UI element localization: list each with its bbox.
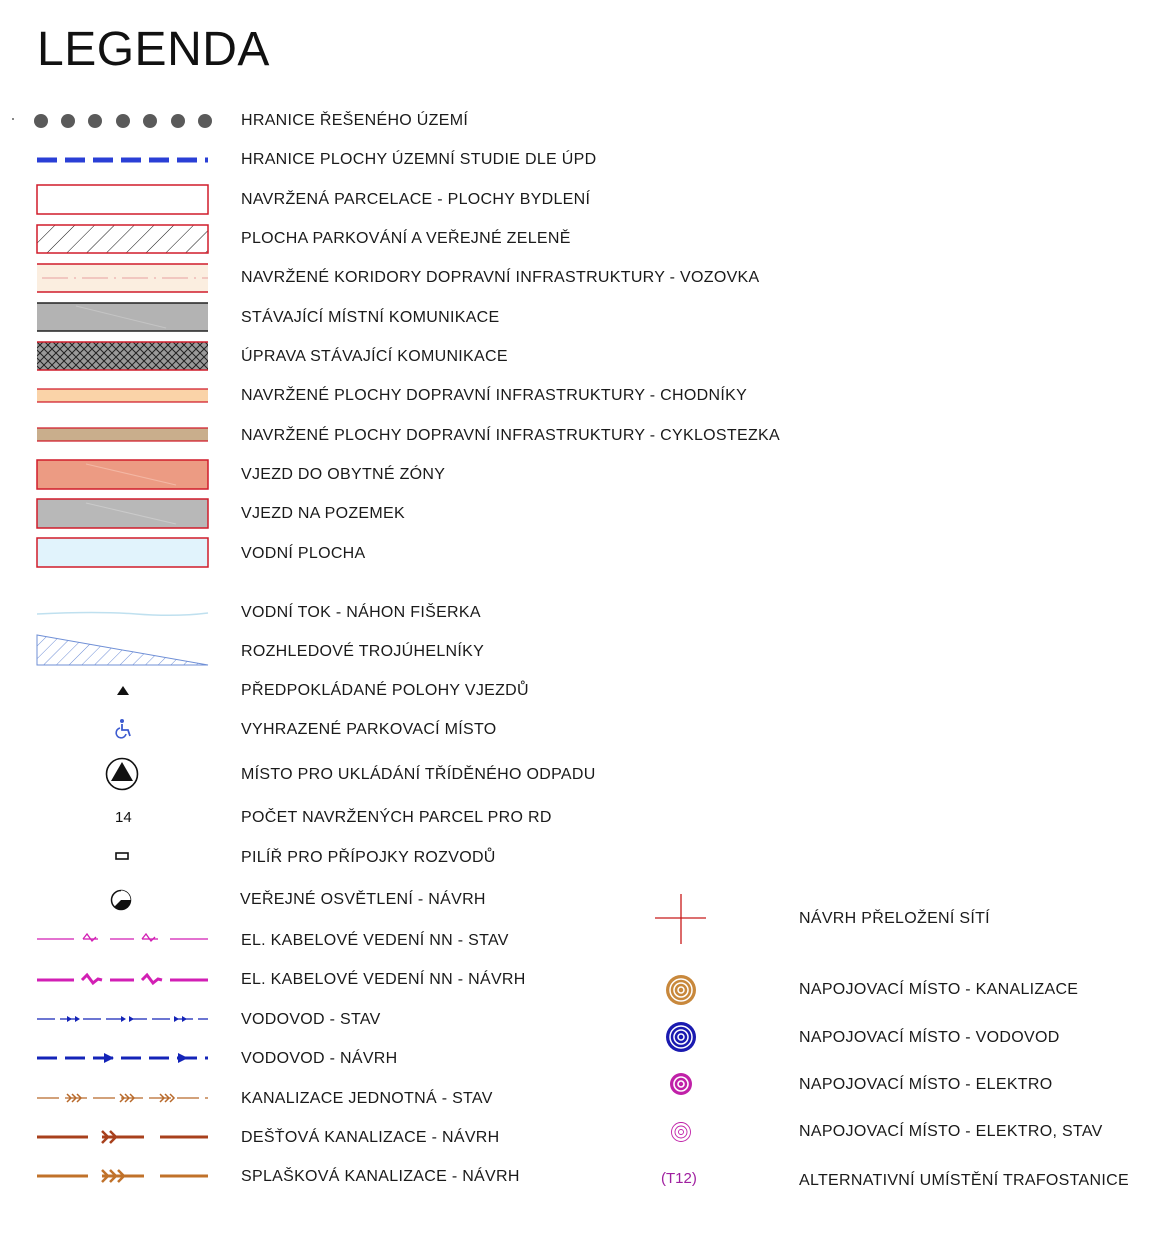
label-vodni-plocha: VODNÍ PLOCHA bbox=[241, 545, 366, 562]
existing-road-symbol bbox=[36, 302, 210, 333]
road-corridor-symbol bbox=[36, 263, 210, 294]
combined-sewer-existing-symbol bbox=[36, 1091, 210, 1105]
label-nn-navrh: EL. KABELOVÉ VEDENÍ NN - NÁVRH bbox=[241, 971, 526, 988]
sidewalk-symbol bbox=[36, 388, 210, 404]
label-plocha-parkovani: PLOCHA PARKOVÁNÍ A VEŘEJNÉ ZELENĚ bbox=[241, 230, 571, 247]
label-cyklostezka: NAVRŽENÉ PLOCHY DOPRAVNÍ INFRASTRUKTURY - CYKLOSTEZKA bbox=[241, 427, 780, 444]
legend-title: LEGENDA bbox=[37, 23, 270, 76]
entry-position-triangle-icon bbox=[116, 685, 130, 697]
storm-sewer-proposed-symbol bbox=[36, 1128, 210, 1146]
label-napojeni-vodovod: NAPOJOVACÍ MÍSTO - VODOVOD bbox=[799, 1029, 1060, 1046]
label-rozhledove-trojuhelniky: ROZHLEDOVÉ TROJÚHELNÍKY bbox=[241, 643, 485, 660]
parcel-outline-symbol bbox=[36, 184, 210, 216]
label-vjezd-pozemek: VJEZD NA POZEMEK bbox=[241, 505, 405, 522]
label-trafostanice: ALTERNATIVNÍ UMÍSTĚNÍ TRAFOSTANICE bbox=[799, 1172, 1129, 1189]
network-relocation-cross-icon bbox=[654, 893, 708, 945]
label-koridory-vozovka: NAVRŽENÉ KORIDORY DOPRAVNÍ INFRASTRUKTURY - VOZOVKA bbox=[241, 269, 760, 286]
label-uprava-komunikace: ÚPRAVA STÁVAJÍCÍ KOMUNIKACE bbox=[241, 348, 508, 365]
label-splaskova-kanalizace: SPLAŠKOVÁ KANALIZACE - NÁVRH bbox=[241, 1168, 520, 1185]
transformer-station-code: (T12) bbox=[661, 1170, 697, 1187]
label-hranice-plochy-studie: HRANICE PLOCHY ÚZEMNÍ STUDIE DLE ÚPD bbox=[241, 151, 597, 168]
label-nn-stav: EL. KABELOVÉ VEDENÍ NN - STAV bbox=[241, 932, 509, 949]
label-stavajici-komunikace: STÁVAJÍCÍ MÍSTNÍ KOMUNIKACE bbox=[241, 309, 500, 326]
label-kanalizace-stav: KANALIZACE JEDNOTNÁ - STAV bbox=[241, 1090, 493, 1107]
water-main-existing-symbol bbox=[36, 1012, 210, 1026]
label-vjezd-obytna-zona: VJEZD DO OBYTNÉ ZÓNY bbox=[241, 466, 446, 483]
residential-zone-entry-symbol bbox=[36, 459, 210, 491]
label-verejne-osvetleni: VEŘEJNÉ OSVĚTLENÍ - NÁVRH bbox=[240, 891, 486, 908]
label-polohy-vjezdu: PŘEDPOKLÁDANÉ POLOHY VJEZDŮ bbox=[241, 682, 529, 699]
label-vodni-tok: VODNÍ TOK - NÁHON FIŠERKA bbox=[241, 604, 481, 621]
label-chodniky: NAVRŽENÉ PLOCHY DOPRAVNÍ INFRASTRUKTURY - CHODNÍKY bbox=[241, 387, 748, 404]
sight-triangle-symbol bbox=[36, 634, 210, 668]
label-hranice-reseneho-uzemi: HRANICE ŘEŠENÉHO ÚZEMÍ bbox=[241, 112, 469, 129]
electricity-connection-icon bbox=[669, 1072, 693, 1096]
water-connection-icon bbox=[664, 1020, 698, 1054]
sanitary-sewer-proposed-symbol bbox=[36, 1167, 210, 1185]
plot-entry-symbol bbox=[36, 498, 210, 530]
sewer-connection-icon bbox=[664, 973, 698, 1007]
label-napojeni-kanalizace: NAPOJOVACÍ MÍSTO - KANALIZACE bbox=[799, 981, 1079, 998]
electricity-connection-existing-icon bbox=[670, 1121, 692, 1143]
dotted-boundary-symbol bbox=[30, 112, 214, 130]
road-modification-symbol bbox=[36, 341, 210, 372]
label-prelozeni-siti: NÁVRH PŘELOŽENÍ SÍTÍ bbox=[799, 910, 990, 927]
stray-dot bbox=[12, 118, 14, 120]
water-main-proposed-symbol bbox=[36, 1050, 210, 1066]
waste-sorting-icon bbox=[104, 756, 140, 792]
label-parkovaci-misto: VYHRAZENÉ PARKOVACÍ MÍSTO bbox=[241, 721, 497, 738]
label-napojeni-elektro-stav: NAPOJOVACÍ MÍSTO - ELEKTRO, STAV bbox=[799, 1123, 1103, 1140]
label-destova-kanalizace: DEŠŤOVÁ KANALIZACE - NÁVRH bbox=[241, 1129, 500, 1146]
water-area-symbol bbox=[36, 537, 210, 569]
parcel-count-number: 14 bbox=[115, 809, 132, 826]
connection-pillar-icon bbox=[115, 852, 131, 861]
label-napojeni-elektro: NAPOJOVACÍ MÍSTO - ELEKTRO bbox=[799, 1076, 1053, 1093]
blue-dashed-boundary-symbol bbox=[36, 155, 210, 165]
label-pilir-pripojky: PILÍŘ PRO PŘÍPOJKY ROZVODŮ bbox=[241, 849, 496, 866]
power-cable-proposed-symbol bbox=[36, 971, 210, 987]
label-vodovod-stav: VODOVOD - STAV bbox=[241, 1011, 381, 1028]
hatched-parking-symbol bbox=[36, 224, 210, 255]
label-vodovod-navrh: VODOVOD - NÁVRH bbox=[241, 1050, 398, 1067]
cycle-path-symbol bbox=[36, 427, 210, 443]
power-cable-existing-symbol bbox=[36, 931, 210, 945]
label-trideny-odpad: MÍSTO PRO UKLÁDÁNÍ TŘÍDĚNÉHO ODPADU bbox=[241, 766, 596, 783]
watercourse-symbol bbox=[36, 608, 210, 620]
label-navrzena-parcelace: NAVRŽENÁ PARCELACE - PLOCHY BYDLENÍ bbox=[241, 191, 591, 208]
label-pocet-parcel: POČET NAVRŽENÝCH PARCEL PRO RD bbox=[241, 809, 552, 826]
street-light-icon bbox=[110, 889, 134, 913]
wheelchair-icon bbox=[113, 718, 135, 740]
